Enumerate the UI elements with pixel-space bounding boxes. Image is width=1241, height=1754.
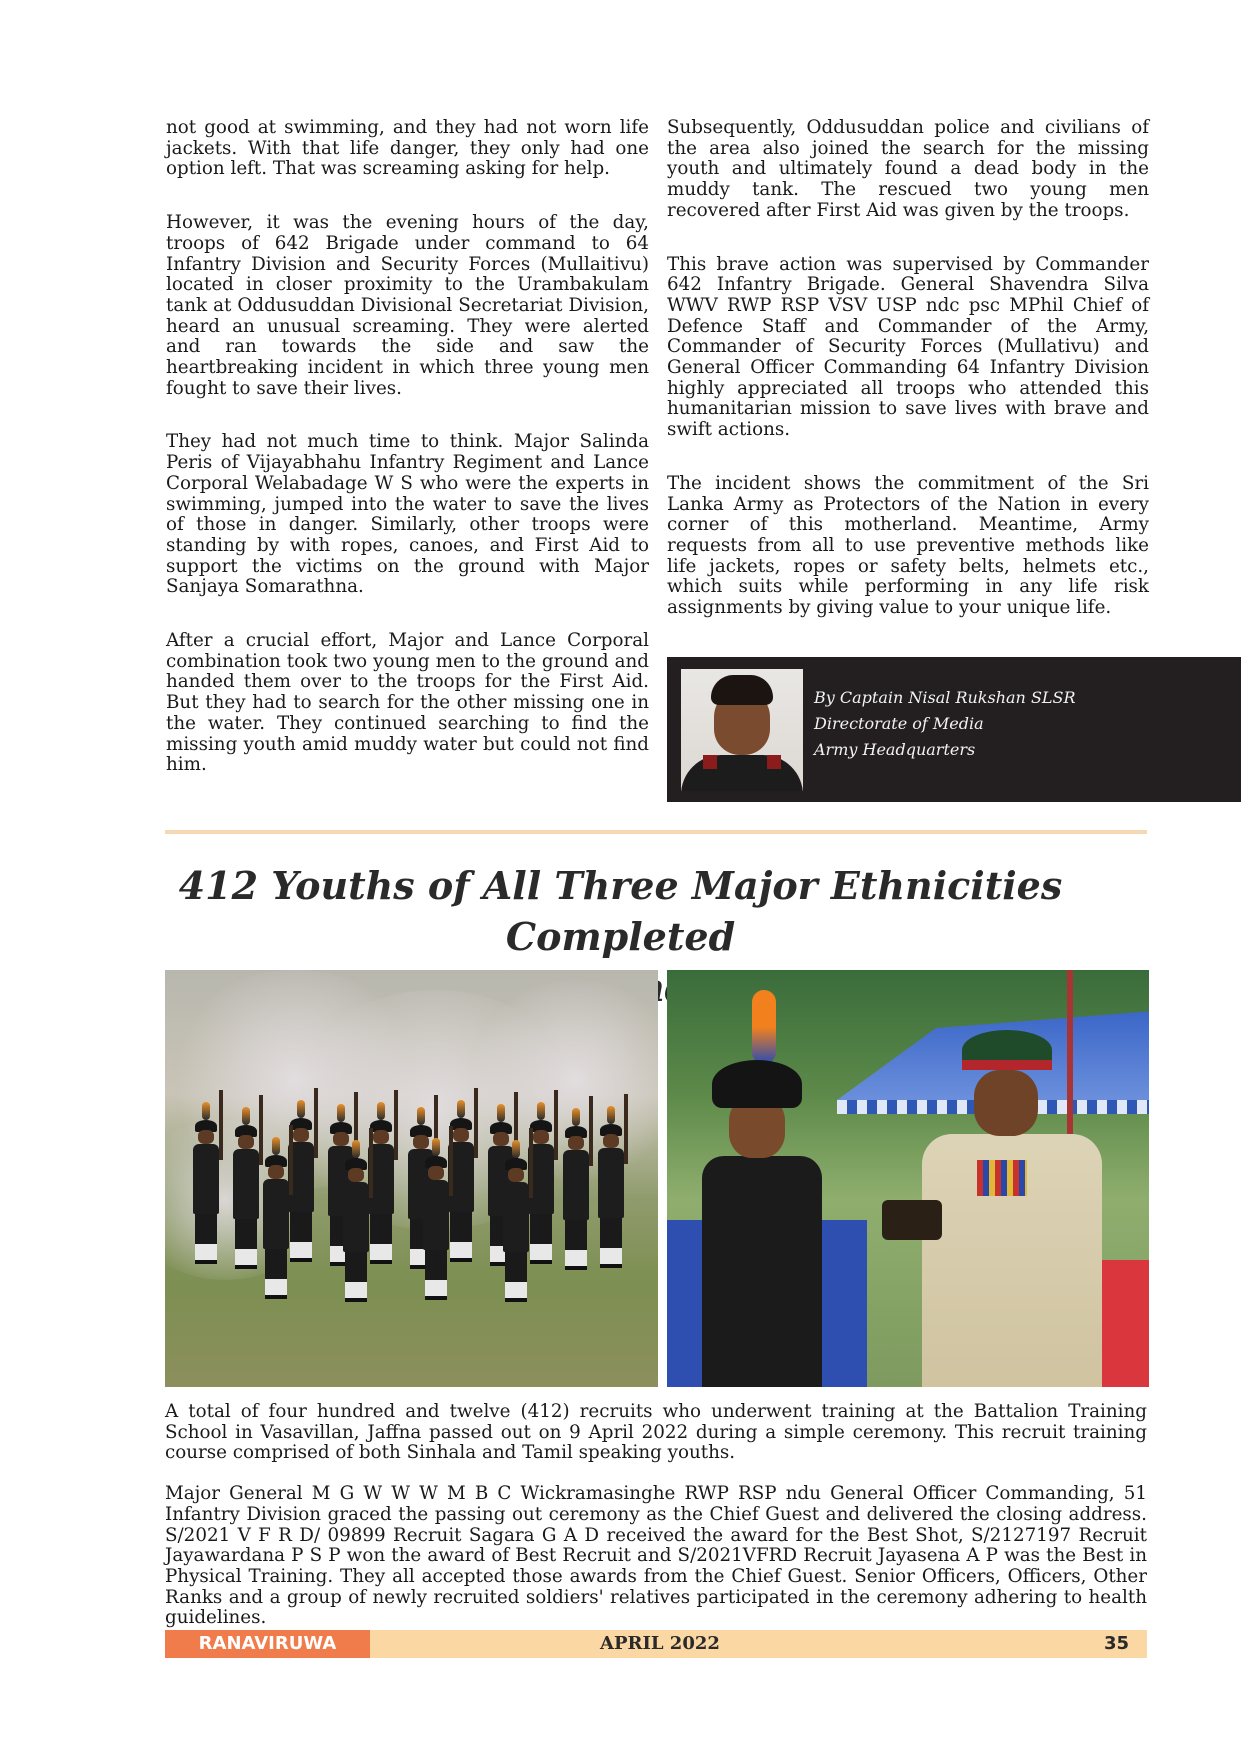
paragraph: The incident shows the commitment of the Sri Lanka Army as Protectors of the Nation in every corner of this motherland. Meantime, Army requests from all to use preventive methods like life jackets, ropes or safety belts, helmets etc., which suits while performing in any life risk assignments by giving value to your unique life. <box>667 472 1149 619</box>
award-ceremony-photo <box>667 970 1149 1387</box>
section-divider <box>165 830 1147 834</box>
magazine-name: RANAVIRUWA <box>165 1630 370 1658</box>
author-department: Directorate of Media <box>814 714 984 733</box>
paragraph: This brave action was supervised by Commander 642 Infantry Brigade. General Shavendra Silva WWV RWP RSP VSV USP ndc psc MPhil Chief of Defence Staff and Commander of the Army, Commander of Security Forces (Mullativu) and General Officer Commanding 64 Infantry Division highly appreciated all troops who attended this humanitarian mission to save lives with brave and swift actions. <box>667 253 1149 441</box>
issue-date: APRIL 2022 <box>600 1633 720 1654</box>
paragraph: A total of four hundred and twelve (412) recruits who underwent training at the Battalion Training School in Vasavillan, Jaffna passed out on 9 April 2022 during a simple ceremony. This recruit training course comprised of both Sinhala and Tamil speaking youths. <box>165 1401 1147 1464</box>
headline-line-1: 412 Youths of All Three Major Ethnicities Completed <box>178 863 1063 959</box>
author-photo <box>681 669 803 791</box>
paragraph: They had not much time to think. Major Salinda Peris of Vijayabhahu Infantry Regiment and Lance Corporal Welabadage W S who were the experts in swimming, jumped into the water to save the lives of those in danger. Similarly, other troops were standing by with ropes, canoes, and First Aid to support the victims on the ground with Major Sanjaya Somarathna. <box>166 431 649 598</box>
paragraph: However, it was the evening hours of the day, troops of 642 Brigade under command to 64 Infantry Division and Security Forces (Mullaitivu) located in closer proximity to the Urambakulam tank at Oddusuddan Divisional Secretariat Division, heard an unusual screaming. They were alerted and ran towards the side and saw the heartbreaking incident in which three young men fought to save their lives. <box>166 212 649 399</box>
page-number: 35 <box>1103 1633 1129 1654</box>
marching-recruits-photo <box>165 970 658 1387</box>
author-organization: Army Headquarters <box>814 740 976 759</box>
paragraph: not good at swimming, and they had not worn life jackets. With that life danger, they only had one option left. That was screaming asking for help. <box>166 117 649 180</box>
paragraph: Subsequently, Oddusuddan police and civilians of the area also joined the search for the missing youth and ultimately found a dead body in the muddy tank. The rescued two young men recovered after First Aid was given by the troops. <box>667 117 1149 221</box>
article-left-column <box>166 118 649 809</box>
author-byline <box>814 685 1076 763</box>
article-right-column <box>667 118 1149 652</box>
author-byline-box <box>667 657 1241 802</box>
page-footer <box>165 1630 1147 1658</box>
paragraph: Major General M G W W W M B C Wickramasinghe RWP RSP ndu General Officer Commanding, 51 Infantry Division graced the passing out ceremony as the Chief Guest and delivered the closing address. S/2021 V F R D/ 09899 Recruit Sagara G A D received the award for the Best Shot, S/2127197 Recruit Jayawardana P S P won the award of Best Recruit and S/2021VFRD Recruit Jayasena A P was the Best in Physical Training. They all accepted those awards from the Chief Guest. Senior Officers, Officers, Other Ranks and a group of newly recruited soldiers' relatives participated in the ceremony adhering to health guidelines. <box>165 1483 1147 1629</box>
paragraph: After a crucial effort, Major and Lance Corporal combination took two young men to the ground and handed them over to the troops for the First Aid. But they had to search for the other missing one in the water. They continued searching to find the missing youth amid muddy water but could not find him. <box>166 630 649 776</box>
article-body <box>165 1402 1147 1649</box>
author-name: By Captain Nisal Rukshan SLSR <box>814 688 1076 707</box>
